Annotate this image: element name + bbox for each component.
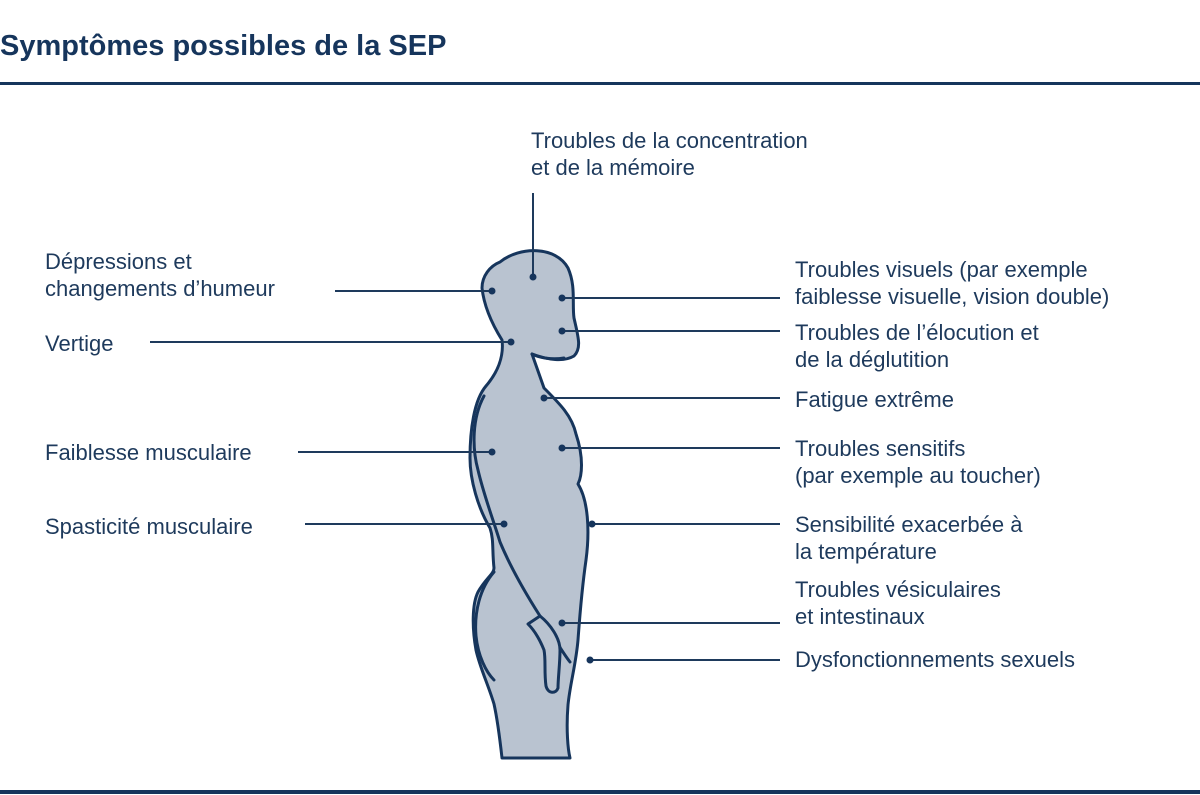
dot-fatigue [541,395,548,402]
dot-bladder [559,620,566,627]
dot-sexual [587,657,594,664]
page-title: Symptômes possibles de la SEP [0,30,447,62]
dot-vision [559,295,566,302]
label-bladder: Troubles vésiculaires et intestinaux [795,577,1001,629]
dot-speech [559,328,566,335]
label-depression: Dépressions et changements d’humeur [45,249,275,301]
bottom-divider [0,790,1200,794]
label-vertigo: Vertige [45,331,114,356]
label-sexual: Dysfonctionnements sexuels [795,647,1076,672]
label-fatigue: Fatigue extrême [795,387,954,412]
dot-vertigo [508,339,515,346]
label-spasticity: Spasticité musculaire [45,514,253,539]
label-concentration: Troubles de la concentration et de la mémoire [531,128,808,180]
dot-concentration [530,274,537,281]
dot-weakness [489,449,496,456]
label-speech: Troubles de l’élocution et de la déglutition [795,320,1039,372]
dot-spasticity [501,521,508,528]
label-vision: Troubles visuels (par exemple faiblesse visuelle, vision double) [795,257,1110,309]
dot-depression [489,288,496,295]
dot-temperature [589,521,596,528]
label-weakness: Faiblesse musculaire [45,440,252,465]
dot-sensory [559,445,566,452]
label-sensory: Troubles sensitifs (par exemple au toucher) [795,436,1041,488]
label-temperature: Sensibilité exacerbée à la température [795,512,1023,564]
